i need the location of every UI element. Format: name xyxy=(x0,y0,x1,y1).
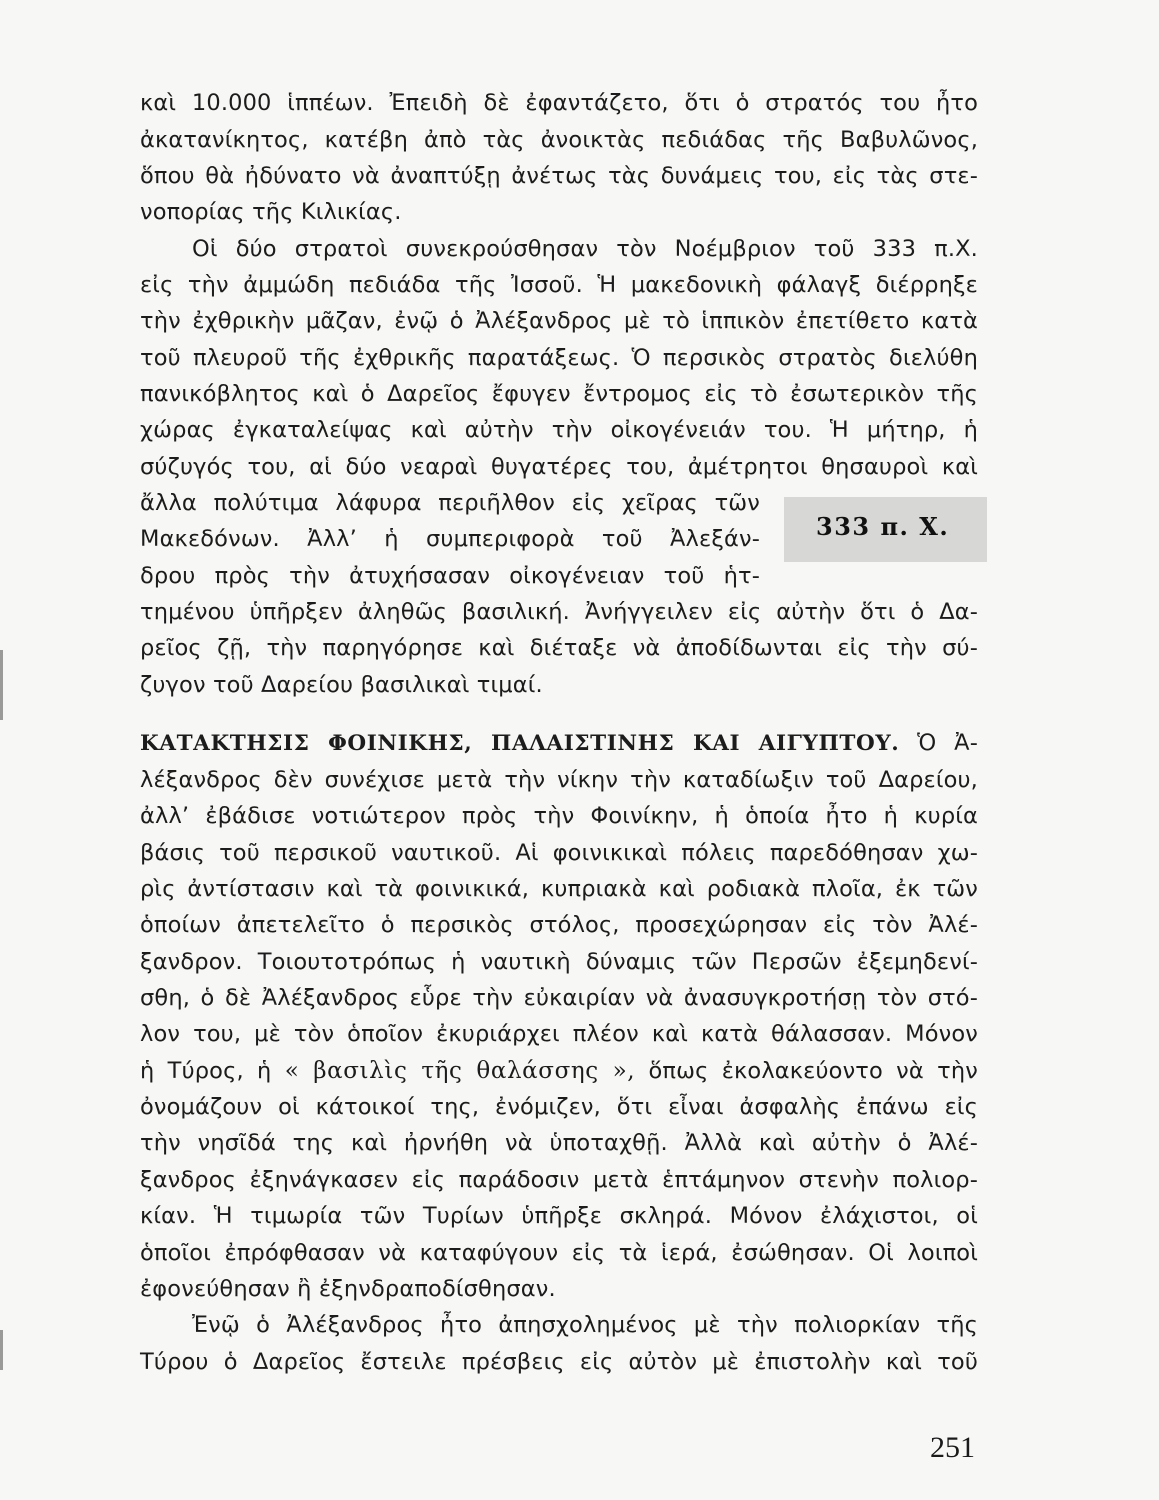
text-line: σύζυγός του, αἱ δύο νεαραὶ θυγατέρες του, ἀμέτρητοι θησαυροὶ καὶ xyxy=(140,454,978,480)
page-number: 251 xyxy=(930,1431,975,1464)
text-line: Τύρου ὁ Δαρεῖος ἔστειλε πρέσβεις εἰς αὐτὸν μὲ ἐπιστολὴν καὶ τοῦ xyxy=(140,1349,978,1375)
text-line: Οἱ δύο στρατοὶ συνεκρούσθησαν τὸν Νοέμβριον τοῦ 333 π.Χ. xyxy=(192,236,978,262)
text-line: νοπορίας τῆς Κιλικίας. xyxy=(140,199,402,225)
text-line: ἐφονεύθησαν ἢ ἐξηνδραποδίσθησαν. xyxy=(140,1276,556,1302)
text-line: εἰς τὴν ἀμμώδη πεδιάδα τῆς Ἰσσοῦ. Ἡ μακεδονικὴ φάλαγξ διέρρηξε xyxy=(140,272,978,298)
text-line: ὁποῖοι ἐπρόφθασαν νὰ καταφύγουν εἰς τὰ ἱερά, ἐσώθησαν. Οἱ λοιποὶ xyxy=(140,1240,978,1266)
text-line: ξανδρος ἐξηνάγκασεν εἰς παράδοσιν μετὰ ἑπτάμηνον στενὴν πολιορ- xyxy=(140,1167,978,1193)
text-line: ἀλλ’ ἐβάδισε νοτιώτερον πρὸς τὴν Φοινίκην, ἡ ὁποία ἦτο ἡ κυρία xyxy=(140,803,978,829)
tyre-line-suffix: ὅπως ἐκολακεύοντο νὰ τὴν xyxy=(648,1058,978,1084)
text-line: Μακεδόνων. Ἀλλ’ ἡ συμπεριφορὰ τοῦ Ἀλεξάν- xyxy=(140,526,760,552)
text-line: ξανδρον. Τοιουτοτρόπως ἡ ναυτικὴ δύναμις τῶν Περσῶν ἐξεμηδενί- xyxy=(140,949,978,975)
text-line: ἀκατανίκητος, κατέβη ἀπὸ τὰς ἀνοικτὰς πεδιάδας τῆς Βαβυλῶνος, xyxy=(140,127,978,153)
text-line: σθη, ὁ δὲ Ἀλέξανδρος εὗρε τὴν εὐκαιρίαν νὰ ἀνασυγκροτήσῃ τὸν στό- xyxy=(140,985,978,1011)
text-line: ρεῖος ζῇ, τὴν παρηγόρησε καὶ διέταξε νὰ ἀποδίδωνται εἰς τὴν σύ- xyxy=(140,635,978,661)
text-line: τὴν ἐχθρικὴν μᾶζαν, ἐνῷ ὁ Ἀλέξανδρος μὲ τὸ ἱππικὸν ἐπετίθετο κατὰ xyxy=(140,308,978,334)
text-line: λον του, μὲ τὸν ὁποῖον ἐκυριάρχει πλέον καὶ κατὰ θάλασσαν. Μόνον xyxy=(140,1021,978,1047)
text-line: ρὶς ἀντίστασιν καὶ τὰ φοινικικά, κυπριακὰ καὶ ροδιακὰ πλοῖα, ἐκ τῶν xyxy=(140,876,978,902)
margin-note-date: 333 π. Χ. xyxy=(816,512,950,541)
text-line: κίαν. Ἡ τιμωρία τῶν Τυρίων ὑπῆρξε σκληρά. Μόνον ἐλάχιστοι, οἱ xyxy=(140,1203,978,1229)
text-line: ἄλλα πολύτιμα λάφυρα περιῆλθον εἰς χεῖρας τῶν xyxy=(140,490,760,516)
tyre-line-prefix: ἡ Τύρος, ἡ xyxy=(140,1058,272,1084)
text-line: ὅπου θὰ ἠδύνατο νὰ ἀναπτύξῃ ἀνέτως τὰς δυνάμεις του, εἰς τὰς στε- xyxy=(140,163,978,189)
text-line: ζυγον τοῦ Δαρείου βασιλικαὶ τιμαί. xyxy=(140,672,543,698)
text-line: καὶ 10.000 ἱππέων. Ἐπειδὴ δὲ ἐφαντάζετο, ὅτι ὁ στρατός του ἦτο xyxy=(140,90,978,116)
text-line: ὁποίων ἀπετελεῖτο ὁ περσικὸς στόλος, προσεχώρησαν εἰς τὸν Ἀλέ- xyxy=(140,912,978,938)
text-line: τημένου ὑπῆρξεν ἀληθῶς βασιλική. Ἀνήγγειλεν εἰς αὐτὴν ὅτι ὁ Δα- xyxy=(140,599,978,625)
section-heading: ΚΑΤΑΚΤΗΣΙΣ ΦΟΙΝΙΚΗΣ, ΠΑΛΑΙΣΤΙΝΗΣ ΚΑΙ ΑΙΓΥΠΤΟΥ. xyxy=(140,731,900,756)
text-line: βάσις τοῦ περσικοῦ ναυτικοῦ. Αἱ φοινικικαὶ πόλεις παρεδόθησαν χω- xyxy=(140,840,978,866)
section-heading-tail: Ὁ Ἀ- xyxy=(917,730,978,756)
text-line: ὀνομάζουν οἱ κάτοικοί της, ἐνόμιζεν, ὅτι εἶναι ἀσφαλὴς ἐπάνω εἰς xyxy=(140,1094,978,1120)
text-line: Ἐνῷ ὁ Ἀλέξανδρος ἦτο ἀπησχολημένος μὲ τὴν πολιορκίαν τῆς xyxy=(192,1312,978,1338)
text-line: τοῦ πλευροῦ τῆς ἐχθρικῆς παρατάξεως. Ὁ περσικὸς στρατὸς διελύθη xyxy=(140,345,978,371)
page-edge-mark xyxy=(0,650,3,720)
page-edge-mark xyxy=(0,1330,3,1370)
section-heading-line xyxy=(140,728,978,759)
text-line: λέξανδρος δὲν συνέχισε μετὰ τὴν νίκην τὴν καταδίωξιν τοῦ Δαρείου, xyxy=(140,767,978,793)
text-line: δρου πρὸς τὴν ἀτυχήσασαν οἰκογένειαν τοῦ ἡτ- xyxy=(140,563,760,589)
tyre-line xyxy=(140,1056,978,1086)
text-line: πανικόβλητος καὶ ὁ Δαρεῖος ἔφυγεν ἔντρομος εἰς τὸ ἐσωτερικὸν τῆς xyxy=(140,381,978,407)
text-line: χώρας ἐγκαταλείψας καὶ αὐτὴν τὴν οἰκογένειάν του. Ἡ μήτηρ, ἡ xyxy=(140,417,978,443)
tyre-epithet-quote: « βασιλὶς τῆς θαλάσσης », xyxy=(284,1058,636,1084)
text-line: τὴν νησῖδά της καὶ ἠρνήθη νὰ ὑποταχθῇ. Ἀλλὰ καὶ αὐτὴν ὁ Ἀλέ- xyxy=(140,1130,978,1156)
